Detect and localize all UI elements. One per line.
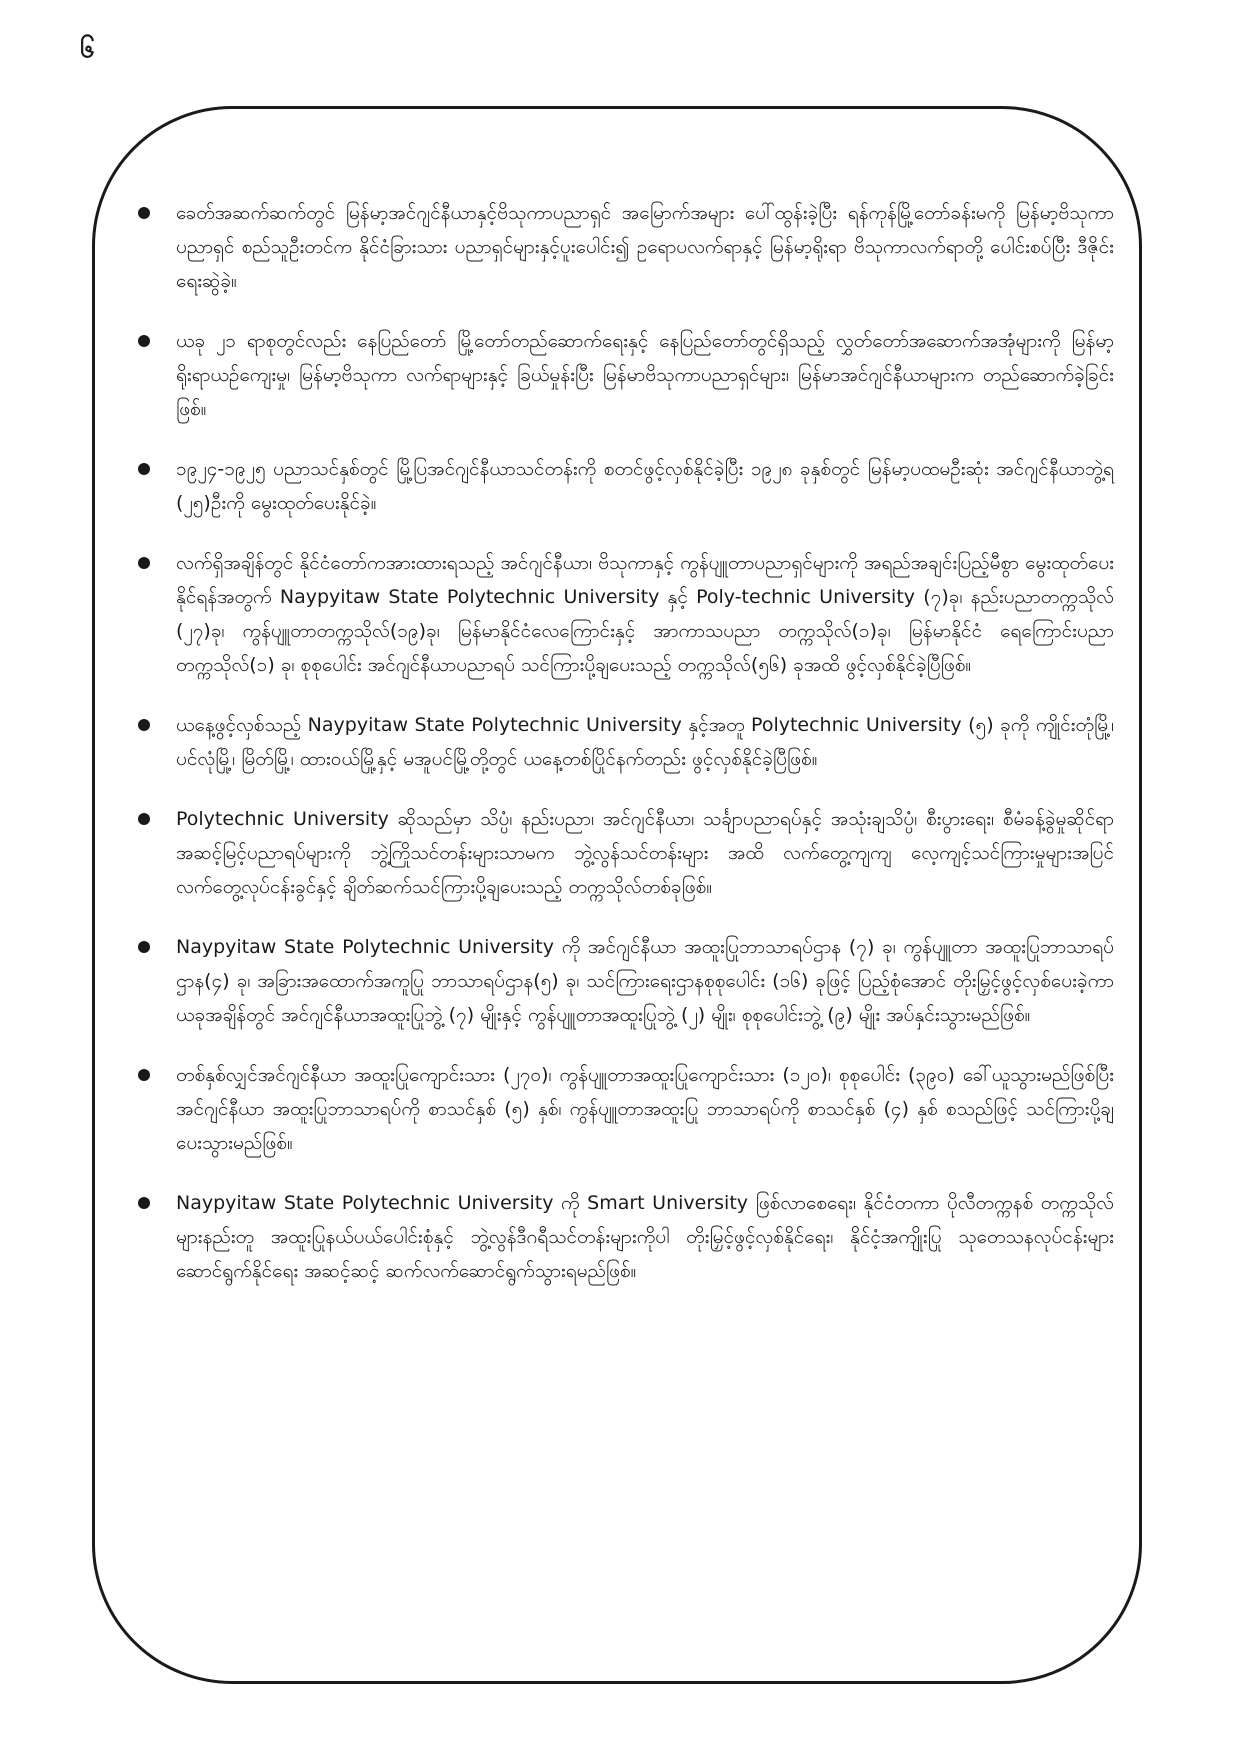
list-item xyxy=(132,802,1114,904)
bullet-icon xyxy=(138,463,150,475)
list-item-text: လက်ရှိအချိန်တွင် နိုင်ငံတော်ကအားထားရသည့် အင်ဂျင်နီယာ၊ ဗိသုကာနှင့် ကွန်ပျူတာပညာရှင်များကို အရည်အချင်းပြည့်မီစွာ မွေးထုတ်ပေးနိုင်ရန်အတွက် Naypyitaw State Polytechnic University နှင့် Poly-technic University (၇)ခု၊ နည်းပညာတက္ကသိုလ် (၂၇)ခု၊ ကွန်ပျူတာတက္ကသိုလ်(၁၉)ခု၊ မြန်မာနိုင်ငံလေကြောင်းနှင့် အာကာသပညာ တက္ကသိုလ်(၁)ခု၊ မြန်မာနိုင်ငံ ရေကြောင်းပညာ တက္ကသိုလ်(၁) ခု၊ စုစုပေါင်း အင်ဂျင်နီယာပညာရပ် သင်ကြားပို့ချပေးသည့် တက္ကသိုလ်(၅၆) ခုအထိ ဖွင့်လှစ်နိုင်ခဲ့ပြီဖြစ်။ xyxy=(176,552,1114,676)
bullet-icon xyxy=(138,813,150,825)
page-number: ၆ xyxy=(80,34,95,64)
bullet-icon xyxy=(138,1197,150,1209)
list-item xyxy=(132,196,1114,298)
bullet-icon xyxy=(138,941,150,953)
list-item xyxy=(132,452,1114,520)
list-item-text: ယနေ့ဖွင့်လှစ်သည့် Naypyitaw State Polytechnic University နှင့်အတူ Polytechnic University (၅) ခုကို ကျိုင်းတုံမြို့၊ ပင်လုံမြို့၊ မြိတ်မြို့၊ ထားဝယ်မြို့နှင့် မအူပင်မြို့တို့တွင် ယနေ့တစ်ပြိုင်နက်တည်း ဖွင့်လှစ်နိုင်ခဲ့ပြီဖြစ်။ xyxy=(176,714,1114,770)
bullet-icon xyxy=(138,335,150,347)
list-item-text: တစ်နှစ်လျှင်အင်ဂျင်နီယာ အထူးပြုကျောင်းသား (၂၇၀)၊ ကွန်ပျူတာအထူးပြုကျောင်းသား (၁၂၀)၊ စုစုပေါင်း (၃၉၀) ခေါ်ယူသွားမည်ဖြစ်ပြီး အင်ဂျင်နီယာ အထူးပြုဘာသာရပ်ကို စာသင်နှစ် (၅) နှစ်၊ ကွန်ပျူတာအထူးပြု ဘာသာရပ်ကို စာသင်နှစ် (၄) နှစ် စသည်ဖြင့် သင်ကြားပို့ချပေးသွားမည်ဖြစ်။ xyxy=(176,1064,1114,1154)
list-item xyxy=(132,930,1114,1032)
list-item xyxy=(132,324,1114,426)
list-item-text: Naypyitaw State Polytechnic University ကို Smart University ဖြစ်လာစေရေး၊ နိုင်ငံတကာ ပိုလီတက္ကနစ် တက္ကသိုလ်များနည်းတူ အထူးပြုနယ်ပယ်ပေါင်းစုံနှင့် ဘွဲ့လွန်ဒီဂရီသင်တန်းများကိုပါ တိုးမြှင့်ဖွင့်လှစ်နိုင်ရေး၊ နိုင်ငံ့အကျိုးပြု သုတေသနလုပ်ငန်းများ ဆောင်ရွက်နိုင်ရေး အဆင့်ဆင့် ဆက်လက်ဆောင်ရွက်သွားရမည်ဖြစ်။ xyxy=(176,1192,1114,1282)
list-item xyxy=(132,708,1114,776)
list-item-text: ၁၉၂၄-၁၉၂၅ ပညာသင်နှစ်တွင် မြို့ပြအင်ဂျင်နီယာသင်တန်းကို စတင်ဖွင့်လှစ်နိုင်ခဲ့ပြီး ၁၉၂၈ ခုနှစ်တွင် မြန်မာ့ပထမဦးဆုံး အင်ဂျင်နီယာဘွဲ့ရ (၂၅)ဦးကို မွေးထုတ်ပေးနိုင်ခဲ့။ xyxy=(176,458,1114,514)
list-item xyxy=(132,546,1114,682)
bullet-icon xyxy=(138,719,150,731)
list-item xyxy=(132,1186,1114,1288)
bullet-icon xyxy=(138,557,150,569)
list-item-text: ယခု ၂၁ ရာစုတွင်လည်း နေပြည်တော် မြို့တော်တည်ဆောက်ရေးနှင့် နေပြည်တော်တွင်ရှိသည့် လွှတ်တော်အဆောက်အအုံများကို မြန်မာ့ရိုးရာယဉ်ကျေးမှု၊ မြန်မာ့ဗိသုကာ လက်ရာများနှင့် ခြယ်မှုန်းပြီး မြန်မာဗိသုကာပညာရှင်များ၊ မြန်မာအင်ဂျင်နီယာများက တည်ဆောက်ခဲ့ခြင်းဖြစ်။ xyxy=(176,330,1114,420)
bullet-icon xyxy=(138,207,150,219)
list-item xyxy=(132,1058,1114,1160)
list-item-text: ခေတ်အဆက်ဆက်တွင် မြန်မာ့အင်ဂျင်နီယာနှင့်ဗိသုကာပညာရှင် အမြောက်အများ ပေါ်ထွန်းခဲ့ပြီး ရန်ကုန်မြို့တော်ခန်းမကို မြန်မာ့ဗိသုကာပညာရှင် စည်သူဦးတင်က နိုင်ငံခြားသား ပညာရှင်များနှင့်ပူးပေါင်း၍ ဥရောပလက်ရာနှင့် မြန်မာ့ရိုးရာ ဗိသုကာလက်ရာတို့ ပေါင်းစပ်ပြီး ဒီဇိုင်းရေးဆွဲခဲ့။ xyxy=(176,202,1114,292)
list-item-text: Naypyitaw State Polytechnic University ကို အင်ဂျင်နီယာ အထူးပြုဘာသာရပ်ဌာန (၇) ခု၊ ကွန်ပျူတာ အထူးပြုဘာသာရပ်ဌာန(၄) ခု၊ အခြားအထောက်အကူပြု ဘာသာရပ်ဌာန(၅) ခု၊ သင်ကြားရေးဌာနစုစုပေါင်း (၁၆) ခုဖြင့် ပြည့်စုံအောင် တိုးမြှင့်ဖွင့်လှစ်ပေးခဲ့ကာ ယခုအချိန်တွင် အင်ဂျင်နီယာအထူးပြုဘွဲ့ (၇) မျိုးနှင့် ကွန်ပျူတာအထူးပြုဘွဲ့ (၂) မျိုး၊ စုစုပေါင်းဘွဲ့ (၉) မျိုး အပ်နှင်းသွားမည်ဖြစ်။ xyxy=(176,936,1114,1026)
bullet-list xyxy=(132,196,1114,1314)
bullet-icon xyxy=(138,1069,150,1081)
list-item-text: Polytechnic University ဆိုသည်မှာ သိပ္ပံ၊ နည်းပညာ၊ အင်ဂျင်နီယာ၊ သင်္ချာပညာရပ်နှင့် အသုံးချသိပ္ပံ၊ စီးပွားရေး၊ စီမံခန့်ခွဲမှုဆိုင်ရာ အဆင့်မြင့်ပညာရပ်များကို ဘွဲ့ကြိုသင်တန်းများသာမက ဘွဲ့လွန်သင်တန်းများ အထိ လက်တွေ့ကျကျ လေ့ကျင့်သင်ကြားမှုများအပြင် လက်တွေ့လုပ်ငန်းခွင်နှင့် ချိတ်ဆက်သင်ကြားပို့ချပေးသည့် တက္ကသိုလ်တစ်ခုဖြစ်။ xyxy=(176,808,1114,898)
